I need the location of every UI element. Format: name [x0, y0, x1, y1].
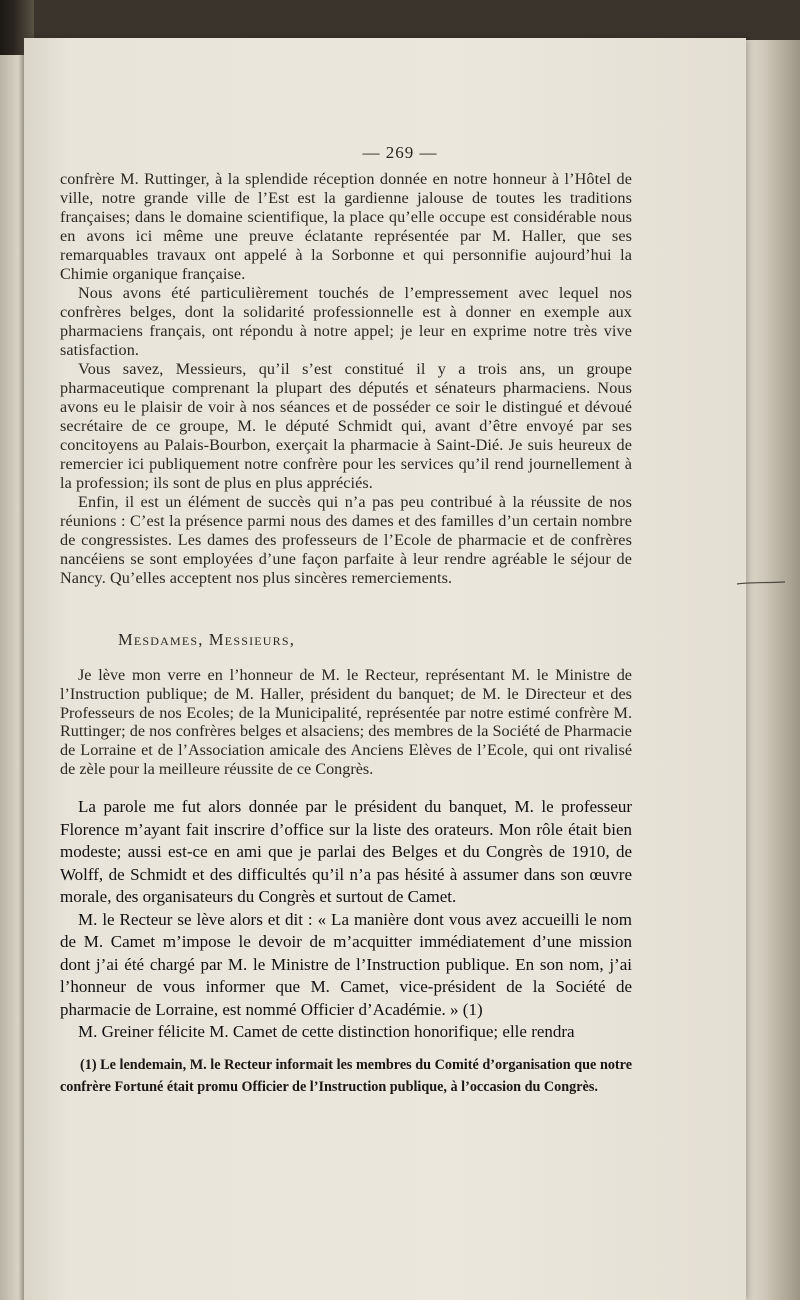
footnote: (1) Le lendemain, M. le Recteur informait les membres du Comité d’organisation que notre confrère Fortuné était promu Officier de l’Instruction publique, à l’occasion du Congrès.: [60, 1057, 632, 1095]
narrative-paragraph: La parole me fut alors donnée par le président du banquet, M. le professeur Florence m’ayant fait inscrire d’office sur la liste des orateurs. Mon rôle était bien modeste; aussi est-ce en ami que je parlai des Belges et du Congrès de 1910, de Wolff, de Schmidt et des difficultés qu’il n’a pas hésité à assumer dans son œuvre morale, des organisateurs du Congrès et surtout de Camet.: [60, 797, 632, 906]
narrative-section: [60, 796, 632, 1044]
pencil-margin-mark: [735, 580, 790, 604]
paragraph: confrère M. Ruttinger, à la splendide réception donnée en notre honneur à l’Hôtel de ville, notre grande ville de l’Est est la gardienne jalouse de toutes les traditions françaises; dans le domaine scientifique, la place qu’elle occupe est considérable nous en avons ici même une preuve éclatante représentée par M. Haller, que ses remarquables travaux ont appelé à la Sorbonne et qui personnifie aujourd’hui la Chimie organique française.: [60, 170, 632, 283]
left-page-edge: [0, 55, 26, 1300]
letter-body: [60, 170, 632, 588]
page-number: — 269 —: [362, 143, 438, 162]
paragraph: Nous avons été particulièrement touchés de l’empressement avec lequel nos confrères belges, dont la solidarité professionnelle est à donner en exemple aux pharmaciens français, ont répondu à notre appel; je leur en exprime notre très vive satisfaction.: [60, 284, 632, 359]
narrative-paragraph: M. le Recteur se lève alors et dit : « La manière dont vous avez accueilli le nom de M. Camet m’impose le devoir de m’acquitter immédiatement d’une mission dont j’ai été chargé par M. le Ministre de l’Instruction publique. En son nom, j’ai l’honneur de vous informer que M. Camet, vice-président de la Société de pharmacie de Lorraine, est nommé Officier d’Académie. » (1): [60, 909, 632, 1019]
paragraph: Enfin, il est un élément de succès qui n’a pas peu contribué à la réussite de nos réunions : C’est la présence parmi nous des dames et des familles d’un certain nombre de congressistes. Les dames des professeurs de l’Ecole de pharmacie et de confrères nancéiens se sont employées d’une façon parfaite à leur rendre agréable le séjour de Nancy. Qu’elles acceptent nos plus sincères remerciements.: [60, 493, 632, 587]
paragraph: Vous savez, Messieurs, qu’il s’est constitué il y a trois ans, un groupe pharmaceutique comprenant la plupart des députés et sénateurs pharmaciens. Nous avons eu le plaisir de voir à nos séances et de posséder ce soir le distingué et dévoué secrétaire de ce groupe, M. le député Schmidt qui, avant d’être envoyé par ses concitoyens au Palais-Bourbon, exerçait la pharmacie à Saint-Dié. Je suis heureux de remercier ici publiquement notre confrère pour les services qu’il rend journellement à la profession; ils sont de plus en plus appréciés.: [60, 360, 632, 492]
toast-paragraph: Je lève mon verre en l’honneur de M. le Recteur, représentant M. le Ministre de l’Instruction publique; de M. Haller, président du banquet; de M. le Directeur et des Professeurs de nos Ecoles; de la Municipalité, représentée par notre estimé confrère M. Ruttinger; de nos confrères belges et alsaciens; des membres de la Société de Pharmacie de Lorraine et de l’Association amicale des Anciens Elèves de l’Ecole, qui ont rivalisé de zèle pour la meilleure réussite de ce Congrès.: [60, 666, 632, 778]
narrative-paragraph: M. Greiner félicite M. Camet de cette distinction honorifique; elle rendra: [78, 1022, 575, 1041]
salutation: Mesdames, Messieurs,: [118, 630, 296, 649]
toast-section: [60, 630, 632, 779]
